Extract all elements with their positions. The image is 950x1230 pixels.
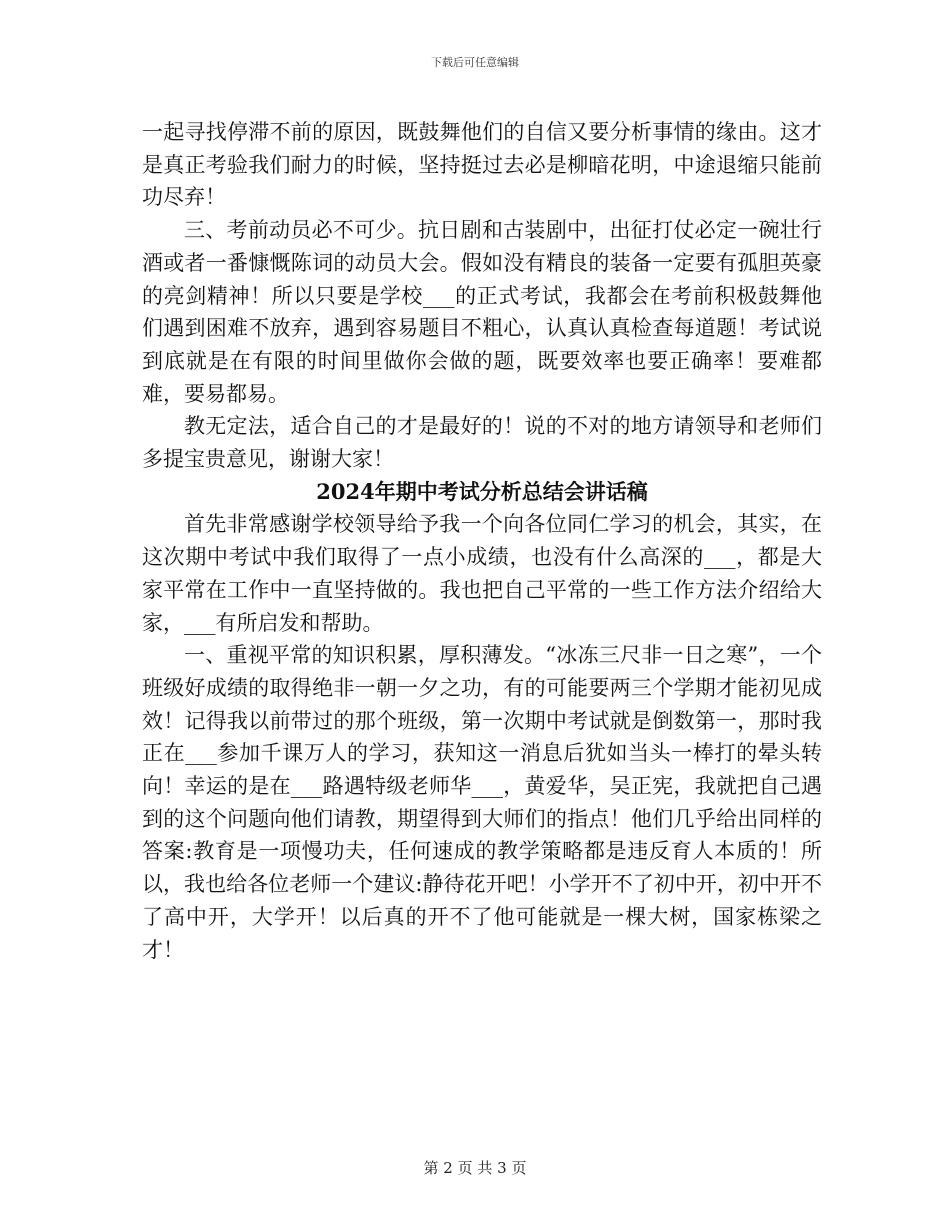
document-body	[142, 116, 822, 966]
paragraph-2: 三、考前动员必不可少。抗日剧和古装剧中，出征打仗必定一碗壮行酒或者一番慷慨陈词的动员大会。假如没有精良的装备一定要有孤胆英豪的亮剑精神！所以只要是学校___的正式考试，我都会在考前积极鼓舞他们遇到困难不放弃，遇到容易题目不粗心，认真认真检查每道题！考试说到底就是在有限的时间里做你会做的题，既要效率也要正确率！要难都难，要易都易。	[142, 218, 822, 406]
section-title: 2024年期中考试分析总结会讲话稿	[316, 478, 648, 504]
paragraph-1: 一起寻找停滞不前的原因，既鼓舞他们的自信又要分析事情的缘由。这才是真正考验我们耐力的时候，坚持挺过去必是柳暗花明，中途退缩只能前功尽弃！	[142, 120, 822, 210]
paragraph-3: 教无定法，适合自己的才是最好的！说的不对的地方请领导和老师们多提宝贵意见，谢谢大家！	[142, 414, 822, 472]
paragraph-5: 一、重视平常的知识积累，厚积薄发。“冰冻三尺非一日之寒”，一个班级好成绩的取得绝非一朝一夕之功，有的可能要两三个学期才能初见成效！记得我以前带过的那个班级，第一次期中考试就是倒数第一，那时我正在___参加千课万人的学习，获知这一消息后犹如当头一棒打的晕头转向！幸运的是在___路遇特级老师华___，黄爱华，吴正宪，我就把自己遇到的这个问题向他们请教，期望得到大师们的指点！他们几乎给出同样的答案:教育是一项慢功夫，任何速成的教学策略都是违反育人本质的！所以，我也给各位老师一个建议:静待花开吧！小学开不了初中开，初中开不了高中开，大学开！以后真的开不了他可能就是一棵大树，国家栋梁之才！	[142, 643, 822, 962]
page-header-note: 下载后可任意编辑	[431, 56, 519, 69]
paragraph-4: 首先非常感谢学校领导给予我一个向各位同仁学习的机会，其实，在这次期中考试中我们取得了一点小成绩，也没有什么高深的___，都是大家平常在工作中一直坚持做的。我也把自己平常的一些工作方法介绍给大家，___有所启发和帮助。	[142, 512, 822, 635]
page-footer-number: 第 2 页 共 3 页	[423, 1159, 527, 1177]
